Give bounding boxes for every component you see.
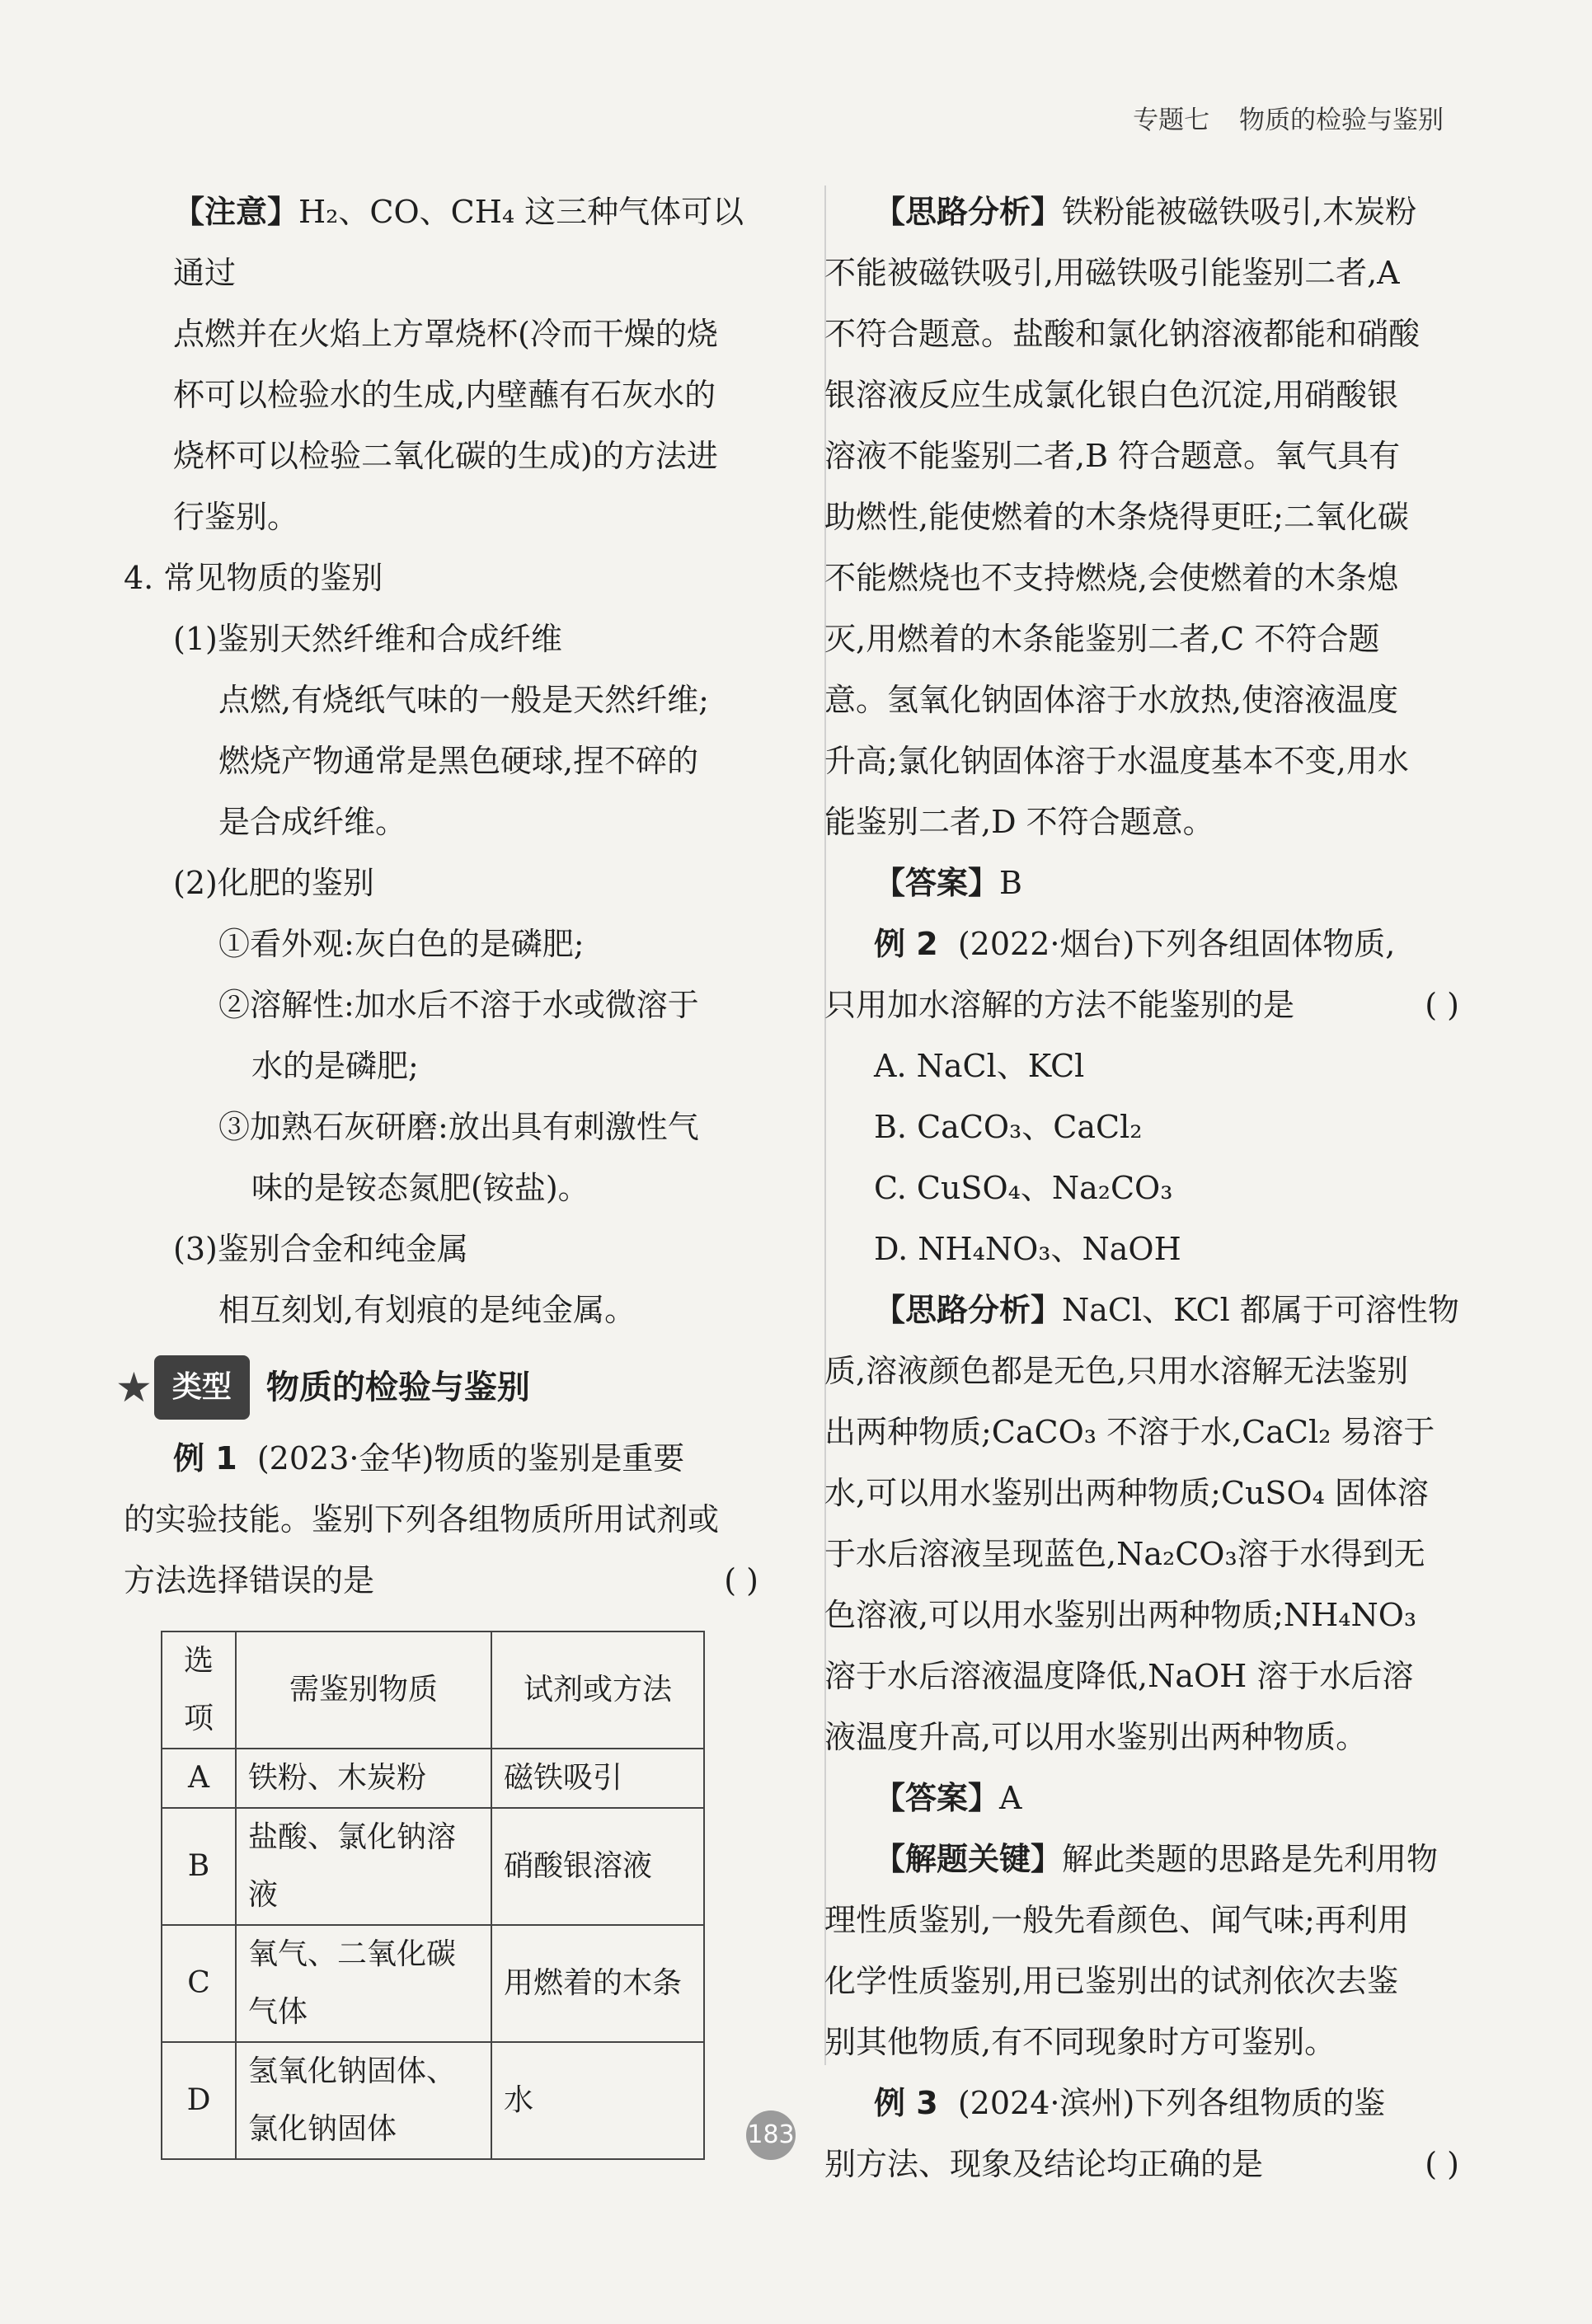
text-line: 燃烧产物通常是黑色硬球,捏不碎的 — [218, 743, 699, 779]
answer-value: B — [999, 865, 1022, 901]
table-cell: 氢氧化钠固体、氯化钠固体 — [236, 2042, 491, 2159]
text-line: 是合成纤维。 — [218, 804, 407, 840]
answer-blank: ( ) — [1425, 2146, 1459, 2182]
example-text: (2022·烟台)下列各组固体物质, — [957, 926, 1396, 962]
table-row — [162, 1925, 704, 2042]
option-line: A. NaCl、KCl — [874, 1048, 1085, 1084]
chapter-label: 专题七 — [1133, 106, 1210, 135]
type-title: 物质的检验与鉴别 — [265, 1369, 530, 1406]
subsection-heading: (2)化肥的鉴别 — [173, 865, 374, 901]
analysis-line: 能鉴别二者,D 不符合题意。 — [824, 804, 1214, 840]
analysis-line: 升高;氯化钠固体溶于水温度基本不变,用水 — [824, 743, 1409, 779]
right-column — [824, 181, 1459, 2195]
text-line: 点燃,有烧纸气味的一般是天然纤维; — [218, 682, 709, 718]
example-line — [824, 913, 1459, 974]
running-header — [1111, 99, 1444, 136]
text-line: 相互刻划,有划痕的是纯金属。 — [218, 1292, 636, 1328]
note-line: 行鉴别。 — [173, 499, 299, 535]
table-cell: 硝酸银溶液 — [491, 1808, 704, 1925]
table-cell: 用燃着的木条 — [491, 1925, 704, 2042]
star-person-icon: ★ — [115, 1364, 153, 1411]
table-cell: 水 — [491, 2042, 704, 2159]
example-label: 例 1 — [173, 1440, 237, 1477]
example-line: 的实验技能。鉴别下列各组物质所用试剂或 — [124, 1501, 720, 1538]
analysis-line: 色溶液,可以用水鉴别出两种物质;NH₄NO₃ — [824, 1597, 1417, 1633]
table-row — [162, 2042, 704, 2159]
analysis-line: 于水后溶液呈现蓝色,Na₂CO₃溶于水得到无 — [824, 1536, 1425, 1572]
left-column — [115, 181, 758, 2160]
example-line — [824, 974, 1459, 1035]
example-text: (2023·金华)物质的鉴别是重要 — [256, 1440, 685, 1477]
analysis-line: 意。氢氧化钠固体溶于水放热,使溶液温度 — [824, 682, 1399, 718]
analysis-line: 溶液不能鉴别二者,B 符合题意。氧气具有 — [824, 438, 1401, 474]
table-cell: 磁铁吸引 — [491, 1749, 704, 1808]
example-line — [824, 2073, 1459, 2134]
note-line: 点燃并在火焰上方罩烧杯(冷而干燥的烧 — [173, 316, 718, 352]
analysis-line: 银溶液反应生成氯化银白色沉淀,用硝酸银 — [824, 377, 1399, 413]
example-label: 例 3 — [874, 2085, 938, 2121]
example-text: (2024·滨州)下列各组物质的鉴 — [957, 2085, 1386, 2121]
note-line — [124, 181, 758, 303]
table-cell: D — [162, 2042, 236, 2159]
table-header: 试剂或方法 — [491, 1631, 704, 1749]
list-item-cont: 水的是磷肥; — [251, 1048, 419, 1084]
section-heading: 4. 常见物质的鉴别 — [124, 560, 383, 596]
analysis-line: 液温度升高,可以用水鉴别出两种物质。 — [824, 1719, 1368, 1755]
analysis-line: 出两种物质;CaCO₃ 不溶于水,CaCl₂ 易溶于 — [824, 1414, 1435, 1450]
list-item: ③加熟石灰研磨:放出具有刺激性气 — [218, 1109, 699, 1145]
list-item: ②溶解性:加水后不溶于水或微溶于 — [218, 987, 699, 1023]
analysis-line — [824, 1279, 1459, 1340]
table-cell: 盐酸、氯化钠溶液 — [236, 1808, 491, 1925]
example-line — [124, 1428, 758, 1489]
analysis-line: 助燃性,能使燃着的木条烧得更旺;二氧化碳 — [824, 499, 1409, 535]
note-line: 烧杯可以检验二氧化碳的生成)的方法进 — [173, 438, 718, 474]
answer-blank: ( ) — [1425, 987, 1459, 1023]
example-text: 别方法、现象及结论均正确的是 — [824, 2146, 1264, 2182]
example-line — [824, 2134, 1459, 2195]
note-text: H₂、CO、CH₄ 这三种气体可以通过 — [173, 194, 744, 291]
example-label: 例 2 — [874, 926, 938, 962]
table-cell: 铁粉、木炭粉 — [236, 1749, 491, 1808]
example-line — [124, 1550, 758, 1611]
example-text: 只用加水溶解的方法不能鉴别的是 — [824, 987, 1295, 1023]
answer-label: 【答案】 — [874, 865, 1000, 901]
answer-label: 【答案】 — [874, 1780, 1000, 1816]
key-label: 【解题关键】 — [874, 1841, 1063, 1877]
analysis-text: 铁粉能被磁铁吸引,木炭粉 — [1062, 194, 1417, 230]
analysis-label: 【思路分析】 — [874, 194, 1063, 230]
table-cell: B — [162, 1808, 236, 1925]
analysis-line: 不能燃烧也不支持燃烧,会使燃着的木条熄 — [824, 560, 1399, 596]
list-item: ①看外观:灰白色的是磷肥; — [218, 926, 585, 962]
option-line: D. NH₄NO₃、NaOH — [874, 1231, 1181, 1267]
table-header: 需鉴别物质 — [236, 1631, 491, 1749]
list-item-cont: 味的是铵态氮肥(铵盐)。 — [251, 1170, 589, 1206]
analysis-line: 溶于水后溶液温度降低,NaOH 溶于水后溶 — [824, 1658, 1414, 1694]
note-line: 杯可以检验水的生成,内壁蘸有石灰水的 — [173, 377, 716, 413]
analysis-label: 【思路分析】 — [874, 1292, 1063, 1328]
example-text: 方法选择错误的是 — [124, 1562, 375, 1599]
analysis-line: 水,可以用水鉴别出两种物质;CuSO₄ 固体溶 — [824, 1475, 1429, 1511]
key-line: 理性质鉴别,一般先看颜色、闻气味;再利用 — [824, 1902, 1409, 1938]
type-badge: 类型 — [154, 1355, 250, 1420]
table-cell: C — [162, 1925, 236, 2042]
option-line: B. CaCO₃、CaCl₂ — [874, 1109, 1143, 1145]
analysis-line: 灭,用燃着的木条能鉴别二者,C 不符合题 — [824, 621, 1380, 657]
option-line: C. CuSO₄、Na₂CO₃ — [874, 1170, 1173, 1206]
table-row — [162, 1808, 704, 1925]
analysis-line: 不能被磁铁吸引,用磁铁吸引能鉴别二者,A — [824, 255, 1400, 291]
table-header: 选项 — [162, 1631, 236, 1749]
answer-value: A — [999, 1780, 1022, 1816]
key-line: 别其他物质,有不同现象时方可鉴别。 — [824, 2024, 1336, 2060]
table-row — [162, 1749, 704, 1808]
page-number: 183 — [746, 2110, 796, 2160]
note-label: 【注意】 — [173, 194, 299, 230]
analysis-line: 质,溶液颜色都是无色,只用水溶解无法鉴别 — [824, 1353, 1409, 1389]
subsection-heading: (3)鉴别合金和纯金属 — [173, 1231, 468, 1267]
analysis-line: 不符合题意。盐酸和氯化钠溶液都能和硝酸 — [824, 316, 1421, 352]
answer-line — [824, 852, 1459, 913]
answer-line — [824, 1768, 1459, 1829]
type-banner — [115, 1355, 758, 1420]
analysis-line — [824, 181, 1459, 242]
chapter-title: 物质的检验与鉴别 — [1239, 106, 1444, 135]
answer-blank: ( ) — [724, 1562, 758, 1599]
key-line — [824, 1829, 1459, 1890]
key-line: 化学性质鉴别,用已鉴别出的试剂依次去鉴 — [824, 1963, 1399, 1999]
table-cell: A — [162, 1749, 236, 1808]
analysis-text: NaCl、KCl 都属于可溶性物 — [1062, 1292, 1459, 1328]
subsection-heading: (1)鉴别天然纤维和合成纤维 — [173, 621, 562, 657]
table-cell: 氧气、二氧化碳气体 — [236, 1925, 491, 2042]
options-table — [161, 1631, 705, 2160]
key-text: 解此类题的思路是先利用物 — [1062, 1841, 1439, 1877]
table-header-row — [162, 1631, 704, 1749]
